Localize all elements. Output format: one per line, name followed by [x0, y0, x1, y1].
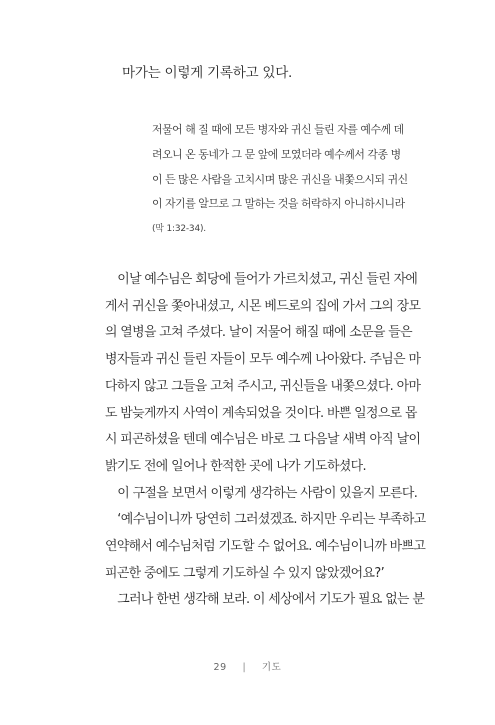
body-line: 이날 예수님은 회당에 들어가 가르치셨고, 귀신 들린 자에	[105, 272, 418, 287]
quote-citation: (막 1:32-34).	[152, 224, 206, 235]
section-title: 기도	[261, 662, 282, 673]
body-line: 피곤한 중에도 그렇게 기도하실 수 있지 않았겠어요?’	[105, 565, 385, 581]
body-line: ‘예수님이니까 당연히 그러셨겠죠. 하지만 우리는 부족하고	[105, 512, 426, 528]
page-footer	[0, 659, 495, 673]
body-line: 병자들과 귀신 들린 자들이 모두 예수께 나아왔다. 주님은 마	[105, 352, 421, 368]
quote-line: 이 든 많은 사람을 고치시며 많은 귀신을 내쫓으시되 귀신	[152, 172, 408, 186]
body-line: 그러나 한번 생각해 보라. 이 세상에서 기도가 필요 없는 분	[105, 592, 425, 608]
body-line: 도 밤늦게까지 사역이 계속되었을 것이다. 바쁜 일정으로 몹	[105, 405, 417, 421]
body-line: 게서 귀신을 쫓아내셨고, 시몬 베드로의 집에 가서 그의 장모	[105, 298, 421, 314]
body-line: 의 열병을 고쳐 주셨다. 날이 저물어 해질 때에 소문을 들은	[105, 325, 412, 341]
quote-line: 이 자기를 알므로 그 말하는 것을 허락하지 아니하시니라	[152, 197, 405, 211]
scripture-quote	[152, 118, 442, 239]
body-line: 이 구절을 보면서 이렇게 생각하는 사람이 있을지 모른다.	[105, 485, 418, 501]
body-line: 시 피곤하셨을 텐데 예수님은 바로 그 다음날 새벽 아직 날이	[105, 432, 421, 448]
body-line: 다하지 않고 그들을 고쳐 주시고, 귀신들을 내쫓으셨다. 아마	[105, 378, 421, 394]
footer-separator: |	[242, 662, 247, 673]
body-line: 밝기도 전에 일어나 한적한 곳에 나가 기도하셨다.	[105, 458, 366, 474]
body-text	[105, 267, 457, 614]
quote-line: 려오니 온 동네가 그 문 앞에 모였더라 예수께서 각종 병	[152, 147, 401, 161]
quote-line: 저물어 해 질 때에 모든 병자와 귀신 들린 자를 예수께 데	[152, 123, 404, 136]
body-line: 연약해서 예수님처럼 기도할 수 없어요. 예수님이니까 바쁘고	[105, 539, 426, 555]
intro-sentence: 마가는 이렇게 기록하고 있다.	[122, 65, 293, 81]
page-number: 29	[213, 662, 227, 673]
